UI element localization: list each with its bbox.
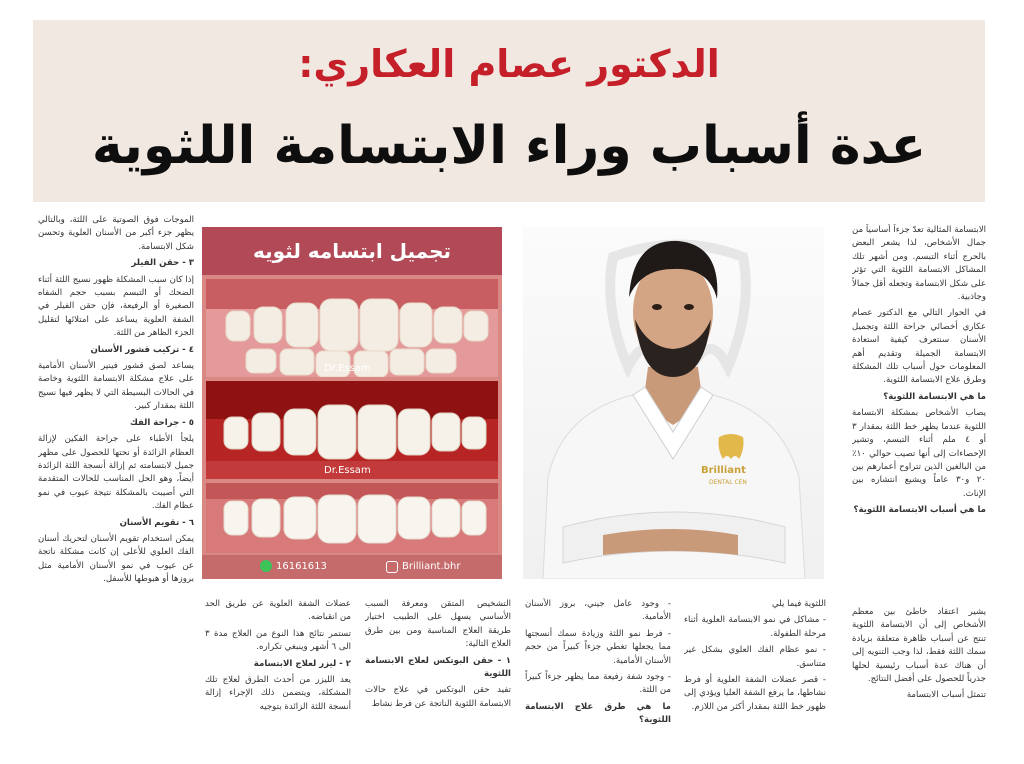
paragraph: - فرط نمو اللثة وزيادة سمك أنسجتها مما يجعلها تغطي جزءاً كبيراً من حجم الأسنان الأمامية. — [525, 628, 671, 666]
paragraph: تستمر نتائج هذا النوع من العلاج مدة ٣ الى ٦ أشهر وينبغي تكراره. — [205, 628, 351, 653]
teeth-panel-surgery — [206, 381, 498, 479]
subheading: ٦ - تقويم الأسنان — [119, 517, 194, 528]
paragraph: الابتسامة المثالية تعدّ جزءاً أساسياً من جمال الأشخاص، لذا يشعر البعض بالحرج أثناء التبسم. ومن أشهر تلك المشاكل الابتسامة اللثوية التي تؤثر على شكل الابتسامة وتجعله أقل جمالاً وجاذبية. — [852, 225, 986, 303]
paragraph: يساعد لصق قشور فينير الأسنان الأمامية على علاج مشكلة الابتسامة اللثوية وخاصة في الحالات البسيطة التي لا يظهر فيها نسيج اللثة بمقدار كبير. — [38, 361, 194, 412]
paragraph: اللثوية فيما يلي — [771, 599, 826, 609]
paragraph: يصاب الأشخاص بمشكلة الابتسامة اللثوية عندما يظهر خط اللثة بمقدار ٣ أو ٤ ملم أثناء التبسم، وتشير الإحصاءات إلى أنها تصيب حوالي ١٠٪ من البالغين الذين تتراوح أعمارهم بين ٢٠ و٣٠ عاماً ويشيع انتشاره بين الإناث. — [852, 408, 986, 499]
paragraph: إذا كان سبب المشكلة ظهور نسيج اللثة أثناء الضحك أو التبسم بسبب حجم الشفاه الصغيرة أو الرفيعة، فإن حقن الفيلر في الشفة العلوية يساعد على امتلائها لتقليل الجزء الظاهر من اللثة. — [38, 274, 194, 339]
teeth-photo-title: تجميل ابتسامه لثويه — [202, 227, 502, 275]
paragraph: - وجود عامل جيني، بروز الأسنان الأمامية. — [525, 599, 671, 623]
column-bottom-3 — [365, 598, 511, 758]
paragraph: تتمثل أسباب الابتسامة — [906, 690, 986, 701]
watermark-text: Dr.Essam — [324, 363, 371, 374]
instagram-icon — [386, 561, 398, 573]
coat-logo-subtext: DENTAL CEN — [709, 479, 747, 486]
paragraph: في الحوار التالي مع الدكتور عصام عكاري أخصائي جراحة اللثة وتجميل الأسنان سنتعرف كيفية استعادة الابتسامة الجميلة وتقديم أهم المعلومات حول أسباب تلك المشكلة وطرق علاج الابتسامة اللثوية. — [852, 308, 986, 386]
column-bottom-2 — [525, 598, 671, 758]
paragraph: يلجأ الأطباء على جراحة الفكين لإزالة العظام الزائدة أو نحتها للحصول على مظهر جميل لابتسامته ثم إزالة أنسجة اللثة الزائدة أيضاً، وهو الحل المناسب للحالات المتقدمة التي أصيبت بالمشكلة نتيجة عيوب في نمو عظام الفك. — [38, 434, 194, 512]
watermark-text: Dr.Essam — [324, 465, 371, 476]
doctor-figure — [523, 227, 824, 579]
doctor-photo — [523, 227, 824, 579]
instagram-handle: Brilliant.bhr — [402, 561, 461, 572]
paragraph: - قصر عضلات الشفة العلوية أو فرط نشاطها، ما يرفع الشفة العليا ويؤدي إلى ظهور خط اللثة بمقدار أكثر من اللازم. — [684, 675, 826, 712]
paragraph: يعد الليزر من أحدث الطرق لعلاج تلك المشكلة، ويتضمن ذلك الإجراء إزالة أنسجة اللثة الزائدة بتوجيه — [205, 675, 351, 712]
subheading: ٤ - تركيب قشور الأسنان — [90, 344, 194, 355]
whatsapp-icon — [260, 560, 272, 572]
subheading: ٣ - حقن الفيلر — [131, 258, 194, 269]
paragraph: عضلات الشفة العلوية عن طريق الحد من انقباضه. — [205, 599, 351, 623]
paragraph: التشخيص المتقن ومعرفة السبب الأساسي يسهل على الطبيب اختيار طريقة العلاج المناسبة ومن بين طرق العلاج التالية: — [365, 599, 511, 650]
column-bottom-4 — [205, 598, 351, 758]
coat-logo-text: Brilliant — [701, 465, 746, 476]
subheading: ما هي طرق علاج الابتسامة اللثوية؟ — [525, 701, 671, 726]
doctor-name-headline: الدكتور عصام العكاري: — [298, 42, 720, 86]
paragraph: - نمو عظام الفك العلوي بشكل غير متناسق. — [684, 645, 826, 669]
subheading: ١ - حقن البوتكس لعلاج الابتسامة اللثوية — [365, 655, 511, 680]
column-right-bottom — [852, 606, 986, 756]
subheading: ما هي أسباب الابتسامة اللثوية؟ — [853, 505, 986, 516]
paragraph: - وجود شفة رفيعة مما يظهر جزءاً كبيراً من اللثة. — [525, 672, 671, 696]
teeth-photo-footer — [202, 555, 502, 579]
column-right-top — [852, 224, 986, 602]
main-headline: عدة أسباب وراء الابتسامة اللثوية — [91, 116, 927, 176]
teeth-before-after-photo — [202, 227, 502, 579]
subheading: ما هي الابتسامة اللثوية؟ — [883, 391, 986, 402]
paragraph: - مشاكل في نمو الابتسامة العلوية أثناء مرحلة الطفولة. — [684, 615, 826, 639]
subheading: ٢ - ليزر لعلاج الابتسامة — [253, 658, 351, 669]
paragraph: يمكن استخدام تقويم الأسنان لتحريك أسنان الفك العلوي للأعلى إن كانت مشكلة ناتجة عن عيوب في نمو الأسنان الأمامية مثل بروزها أو هبوطها للأسفل. — [38, 533, 194, 585]
teeth-panel-after — [206, 483, 498, 553]
paragraph: تفيد حقن البوتكس في علاج حالات الابتسامة اللثوية الناتجة عن فرط نشاط — [365, 685, 511, 709]
article-header — [33, 20, 985, 202]
paragraph: يشير اعتقاد خاطئ بين معظم الأشخاص إلى أن الابتسامة اللثوية تنتج عن أسباب ظاهرة متعلقة بزيادة سمك اللثة فقط، لذا وجب التنويه إلى أن هناك عدة أسباب رئيسية لحلها جذرياً للحصول على أفضل النتائج. — [852, 607, 986, 685]
subheading: ٥ - جراحة الفك — [129, 417, 194, 428]
column-left — [38, 214, 194, 754]
phone-number: 16161613 — [276, 561, 327, 572]
teeth-panel-before — [206, 279, 498, 377]
paragraph: الموجات فوق الصوتية على اللثة، وبالتالي يظهر جزء أكبر من الأسنان العلوية وتحسن شكل الابتسامة. — [38, 215, 194, 252]
column-bottom-1 — [684, 598, 826, 758]
